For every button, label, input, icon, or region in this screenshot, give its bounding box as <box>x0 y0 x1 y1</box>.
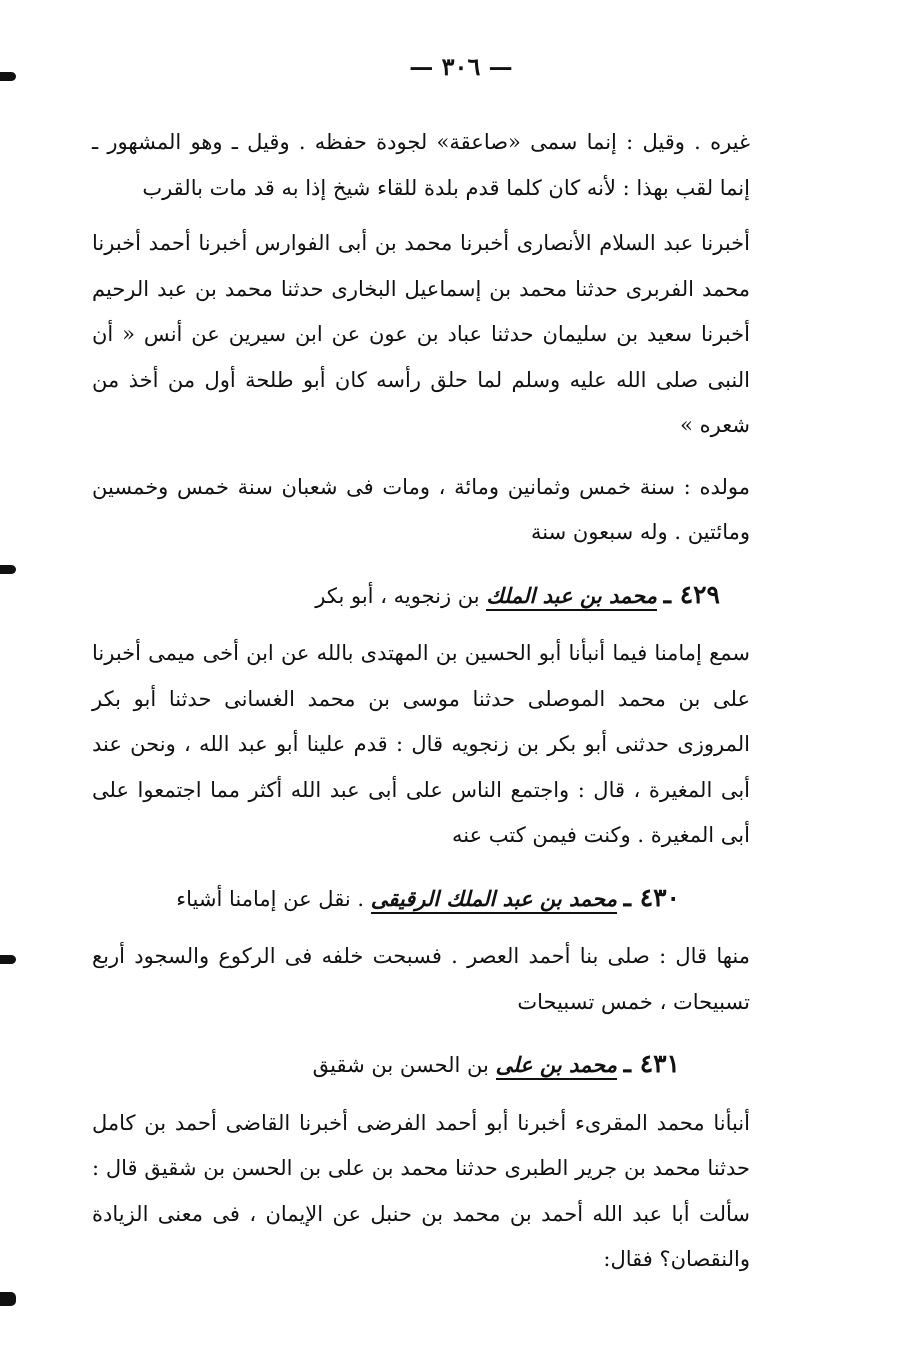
entry-name-rest: بن الحسن بن شقيق <box>312 1053 496 1077</box>
page-number: — ٣٠٦ — <box>409 52 513 81</box>
entry-number: ٤٢٩ ـ <box>663 579 720 609</box>
margin-mark <box>0 72 16 81</box>
entry-text: سمع إمامنا فيما أنبأنا أبو الحسين بن المهتدى بالله عن ابن أخى ميمى أخبرنا على بن محمد الموصلى حدثنا موسى بن محمد الغسانى حدثنا أبو بكر المروزى حدثنى أبو بكر بن زنجويه قال : قدم علينا أبو عبد الله ، ونحن عند أبى المغيرة ، قال : واجتمع الناس على أبى عبد الله أكثر مما اجتمعوا على أبى المغيرة . وكنت فيمن كتب عنه <box>92 641 750 847</box>
paragraph-isnad: أخبرنا عبد السلام الأنصارى أخبرنا محمد بن أبى الفوارس أخبرنا أحمد أخبرنا محمد الفربرى حدثنا محمد بن إسماعيل البخارى حدثنا محمد بن عبد الرحيم أخبرنا سعيد بن سليمان حدثنا عباد بن عون عن ابن سيرين عن أنس « أن النبى صلى الله عليه وسلم لما حلق رأسه كان أبو طلحة أول من أخذ من شعره » <box>92 231 750 437</box>
entry-name: محمد بن عبد الملك الرقيقى <box>371 886 617 914</box>
entry-text: منها قال : صلى بنا أحمد العصر . فسبحت خلفه فى الركوع والسجود أربع تسبيحات ، خمس تسبيحات <box>92 944 750 1014</box>
entry-name-rest: بن زنجويه ، أبو بكر <box>315 583 487 608</box>
entry-number: ٤٣٠ ـ <box>623 882 680 912</box>
margin-mark <box>0 565 16 574</box>
entry-number: ٤٣١ ـ <box>623 1049 680 1078</box>
margin-mark <box>0 955 16 964</box>
paragraph-birth-death: مولده : سنة خمس وثمانين ومائة ، ومات فى شعبان سنة خمس وخمسين ومائتين . وله سبعون سنة <box>92 474 750 544</box>
page-body <box>92 120 750 1299</box>
entry-heading <box>92 1041 750 1089</box>
paragraph-continuation: غيره . وقيل : إنما سمى «صاعقة» لجودة حفظه . وقيل ـ وهو المشهور ـ إنما لقب بهذا : لأنه كان كلما قدم بلدة للقاء شيخ إذا به قد مات بالقرب <box>92 130 750 200</box>
margin-mark <box>0 1292 16 1306</box>
entry-name: محمد بن على <box>496 1052 617 1080</box>
entry-text: أنبأنا محمد المقرىء أخبرنا أبو أحمد الفرضى أخبرنا القاضى أحمد بن كامل حدثنا محمد بن جرير الطبرى حدثنا محمد بن على بن الحسن بن شقيق قال : سألت أبا عبد الله أحمد بن محمد بن حنبل عن الإيمان ، فى معنى الزيادة والنقصان؟ فقال: <box>92 1110 750 1271</box>
entry-heading <box>92 572 750 620</box>
entry-name-rest: . نقل عن إمامنا أشياء <box>176 886 371 911</box>
entry-heading <box>92 875 750 923</box>
entry-name: محمد بن عبد الملك <box>486 583 657 611</box>
